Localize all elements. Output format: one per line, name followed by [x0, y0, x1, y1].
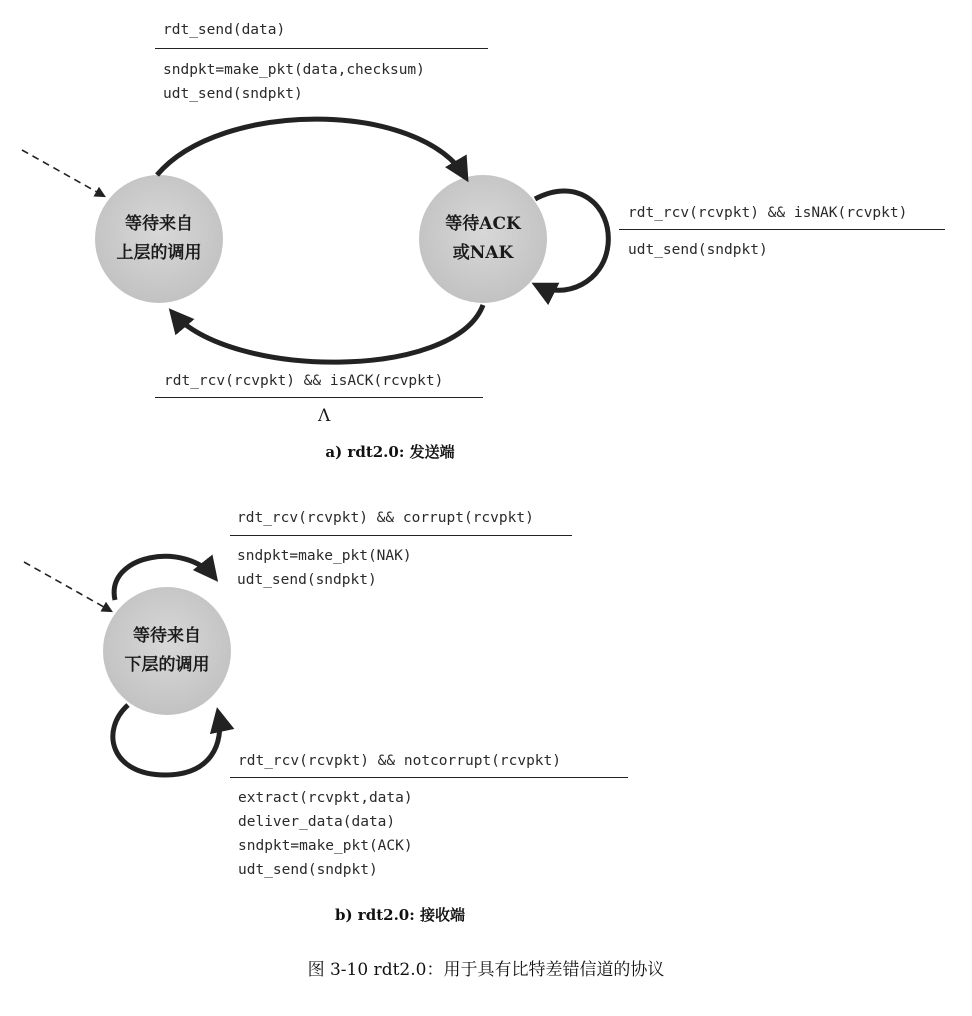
state-label-line2: 或NAK — [452, 243, 514, 263]
receiver-ok-divider — [230, 777, 628, 778]
receiver-corrupt-action-1: sndpkt=make_pkt(NAK) — [237, 548, 412, 564]
receiver-ok-action-2: deliver_data(data) — [238, 814, 396, 830]
sender-ack-divider — [155, 397, 483, 398]
receiver-initial-arrow — [24, 562, 111, 611]
receiver-ok-action-4: udt_send(sndpkt) — [238, 862, 378, 878]
sender-send-action-2: udt_send(sndpkt) — [163, 86, 303, 102]
receiver-corrupt-event: rdt_rcv(rcvpkt) && corrupt(rcvpkt) — [237, 510, 534, 526]
sender-caption: a) rdt2.0: 发送端 — [325, 443, 455, 461]
sender-send-action-1: sndpkt=make_pkt(data,checksum) — [163, 62, 425, 78]
figure-caption: 图 3-10 rdt2.0：用于具有比特差错信道的协议 — [307, 960, 665, 980]
receiver-corrupt-action-2: udt_send(sndpkt) — [237, 572, 377, 588]
receiver-ok-event: rdt_rcv(rcvpkt) && notcorrupt(rcvpkt) — [238, 753, 562, 769]
state-label-line2: 上层的调用 — [116, 243, 202, 263]
sender-state-wait-ack-label — [419, 210, 547, 268]
sender-nak-action-1: udt_send(sndpkt) — [628, 242, 768, 258]
receiver-ok-action-3: sndpkt=make_pkt(ACK) — [238, 838, 413, 854]
state-label-line1: 等待ACK — [445, 214, 521, 234]
receiver-corrupt-divider — [230, 535, 572, 536]
receiver-ok-action-1: extract(rcvpkt,data) — [238, 790, 413, 806]
sender-ack-action-lambda: Λ — [318, 406, 331, 426]
state-label-line2: 下层的调用 — [124, 655, 210, 675]
sender-nak-event: rdt_rcv(rcvpkt) && isNAK(rcvpkt) — [628, 205, 908, 221]
sender-state-wait-above-label — [95, 210, 223, 268]
sender-nak-divider — [619, 229, 945, 230]
receiver-state-wait-below-label — [103, 622, 231, 680]
sender-initial-arrow — [22, 150, 104, 196]
state-label-line1: 等待来自 — [125, 214, 193, 234]
sender-send-arrow — [157, 119, 466, 178]
sender-ack-arrow — [172, 305, 483, 362]
sender-send-divider — [155, 48, 488, 49]
receiver-caption: b) rdt2.0: 接收端 — [335, 906, 465, 924]
receiver-ok-self-loop — [113, 705, 220, 775]
sender-send-event: rdt_send(data) — [163, 22, 286, 38]
state-label-line1: 等待来自 — [133, 626, 201, 646]
sender-ack-event: rdt_rcv(rcvpkt) && isACK(rcvpkt) — [164, 373, 444, 389]
